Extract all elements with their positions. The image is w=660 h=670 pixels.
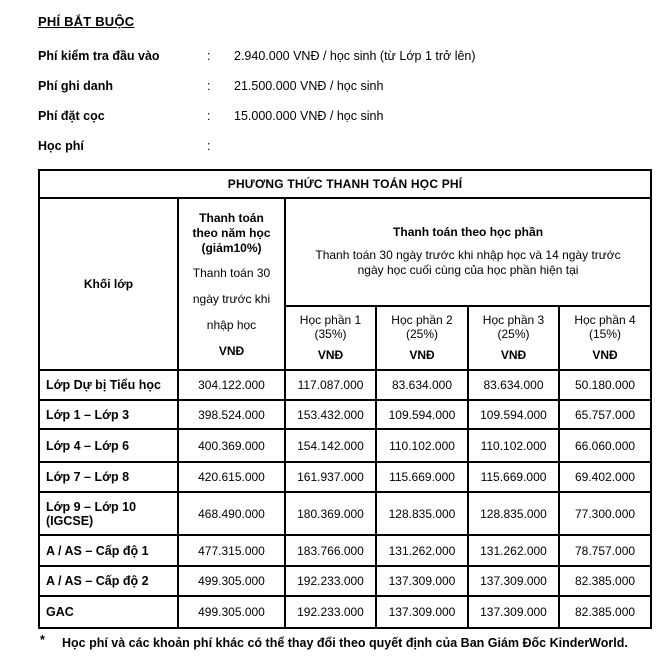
installment-1-cell: 183.766.000 <box>285 535 376 566</box>
installment-3-cell: 137.309.000 <box>468 566 559 596</box>
installment-col-name: Học phần 2 <box>391 313 453 328</box>
grade-cell: Lớp 9 – Lớp 10 (IGCSE) <box>39 492 178 535</box>
table-row <box>39 400 651 429</box>
table-row <box>39 492 651 535</box>
installment-1-cell: 153.432.000 <box>285 400 376 429</box>
annual-amount-cell: 477.315.000 <box>178 535 285 566</box>
fee-value: 21.500.000 VNĐ / học sinh <box>234 79 384 93</box>
installment-3-cell: 110.102.000 <box>468 429 559 462</box>
installment-3-cell: 128.835.000 <box>468 492 559 535</box>
footnote-text: Học phí và các khoản phí khác có thể thay đổi theo quyết định của Ban Giám Đốc KinderWorld. <box>62 636 628 650</box>
installment-4-cell: 65.757.000 <box>559 400 651 429</box>
installment-2-cell: 131.262.000 <box>376 535 468 566</box>
grade-column-header: Khối lớp <box>39 198 178 370</box>
footnote-marker: * <box>40 633 45 647</box>
grade-cell: Lớp 4 – Lớp 6 <box>39 429 178 462</box>
table-title-row <box>39 170 651 198</box>
currency-label: VNĐ <box>317 348 344 363</box>
table-row <box>39 462 651 492</box>
grade-cell: A / AS – Cấp độ 2 <box>39 566 178 596</box>
installment-col-percent: (35%) <box>314 327 347 342</box>
fee-colon: : <box>207 139 211 153</box>
installment-3-cell: 115.669.000 <box>468 462 559 492</box>
installment-col-name: Học phần 3 <box>482 313 545 328</box>
installment-col-1-header <box>285 306 376 371</box>
installment-1-cell: 180.369.000 <box>285 492 376 535</box>
installment-col-percent: (25%) <box>405 327 438 342</box>
installment-2-cell: 110.102.000 <box>376 429 468 462</box>
annual-amount-cell: 304.122.000 <box>178 370 285 400</box>
installment-col-name: Học phần 4 <box>574 313 636 328</box>
installment-col-percent: (25%) <box>497 327 530 342</box>
installment-1-cell: 161.937.000 <box>285 462 376 492</box>
table-row <box>39 596 651 628</box>
installment-2-cell: 109.594.000 <box>376 400 468 429</box>
installment-col-2-header <box>376 306 468 371</box>
table-row <box>39 370 651 400</box>
installment-col-name: Học phần 1 <box>299 313 362 328</box>
fee-list <box>38 49 648 154</box>
installment-3-cell: 131.262.000 <box>468 535 559 566</box>
installment-4-cell: 69.402.000 <box>559 462 651 492</box>
installment-payment-header <box>285 198 651 306</box>
installment-2-cell: 115.669.000 <box>376 462 468 492</box>
table-row <box>39 535 651 566</box>
annual-currency-label: VNĐ <box>218 343 245 358</box>
table-header-row <box>39 198 651 306</box>
grade-cell: GAC <box>39 596 178 628</box>
fee-value: 15.000.000 VNĐ / học sinh <box>234 109 384 123</box>
installment-4-cell: 66.060.000 <box>559 429 651 462</box>
table-row <box>39 429 651 462</box>
installment-1-cell: 117.087.000 <box>285 370 376 400</box>
fee-label: Phí đặt cọc <box>38 109 105 123</box>
fee-row-registration <box>38 79 648 94</box>
installment-4-cell: 77.300.000 <box>559 492 651 535</box>
table-row <box>39 566 651 596</box>
annual-amount-cell: 499.305.000 <box>178 566 285 596</box>
fee-row-tuition <box>38 139 648 154</box>
installment-2-cell: 128.835.000 <box>376 492 468 535</box>
fee-row-entry-test <box>38 49 648 64</box>
installment-col-3-header <box>468 306 559 371</box>
fee-label: Phí ghi danh <box>38 79 113 93</box>
annual-amount-cell: 468.490.000 <box>178 492 285 535</box>
fee-row-deposit <box>38 109 648 124</box>
fee-colon: : <box>207 109 211 123</box>
installment-3-cell: 109.594.000 <box>468 400 559 429</box>
fee-value <box>234 139 648 154</box>
annual-payment-heading: Thanh toán theo năm học (giảm10%) <box>192 210 271 255</box>
currency-label: VNĐ <box>409 348 435 363</box>
annual-amount-cell: 398.524.000 <box>178 400 285 429</box>
installment-1-cell: 154.142.000 <box>285 429 376 462</box>
currency-label: VNĐ <box>500 348 527 363</box>
installment-2-cell: 83.634.000 <box>376 370 468 400</box>
fee-value: 2.940.000 VNĐ / học sinh (từ Lớp 1 trở lên) <box>234 49 476 63</box>
grade-cell: Lớp 1 – Lớp 3 <box>39 400 178 429</box>
fee-label: Phí kiểm tra đầu vào <box>38 49 160 63</box>
installment-1-cell: 192.233.000 <box>285 596 376 628</box>
fee-colon: : <box>207 79 211 93</box>
installment-4-cell: 82.385.000 <box>559 596 651 628</box>
annual-amount-cell: 420.615.000 <box>178 462 285 492</box>
installment-heading: Thanh toán theo học phần <box>393 225 544 240</box>
currency-label: VNĐ <box>592 348 618 363</box>
annual-payment-note: Thanh toán 30 ngày trước khi nhập học <box>192 265 271 332</box>
fee-colon: : <box>207 49 211 63</box>
installment-4-cell: 82.385.000 <box>559 566 651 596</box>
installment-3-cell: 83.634.000 <box>468 370 559 400</box>
table-title: PHƯƠNG THỨC THANH TOÁN HỌC PHÍ <box>39 170 651 198</box>
tuition-payment-table <box>38 169 652 629</box>
installment-col-4-header <box>559 306 651 371</box>
installment-4-cell: 78.757.000 <box>559 535 651 566</box>
annual-payment-header <box>178 198 285 370</box>
section-title: PHÍ BẮT BUỘC <box>38 14 135 29</box>
annual-amount-cell: 400.369.000 <box>178 429 285 462</box>
installment-4-cell: 50.180.000 <box>559 370 651 400</box>
installment-1-cell: 192.233.000 <box>285 566 376 596</box>
grade-cell: Lớp 7 – Lớp 8 <box>39 462 178 492</box>
installment-3-cell: 137.309.000 <box>468 596 559 628</box>
grade-cell: A / AS – Cấp độ 1 <box>39 535 178 566</box>
annual-amount-cell: 499.305.000 <box>178 596 285 628</box>
installment-col-percent: (15%) <box>589 327 622 342</box>
installment-2-cell: 137.309.000 <box>376 566 468 596</box>
fee-label: Học phí <box>38 139 84 153</box>
footnote <box>38 633 648 650</box>
installment-2-cell: 137.309.000 <box>376 596 468 628</box>
grade-cell: Lớp Dự bị Tiểu học <box>39 370 178 400</box>
installment-note: Thanh toán 30 ngày trước khi nhập học và 14 ngày trước ngày học cuối cùng của học phần hiện tại <box>315 248 621 278</box>
